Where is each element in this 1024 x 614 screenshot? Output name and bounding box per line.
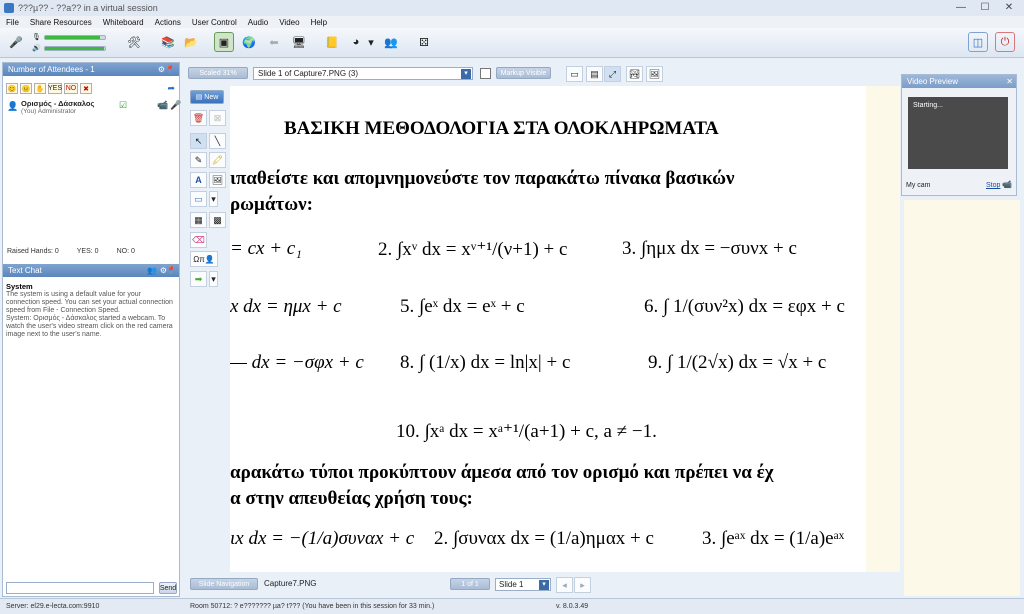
web-browser-icon[interactable]: 🌍 bbox=[242, 36, 256, 49]
video-status: Starting... bbox=[913, 102, 943, 109]
fit-width-icon[interactable]: ▤ bbox=[586, 66, 603, 82]
formula-2: 2. ∫xᵛ dx = xᵛ⁺¹/(ν+1) + c bbox=[378, 239, 568, 260]
window-title: ???µ?? - ??a?? in a virtual session bbox=[18, 3, 158, 13]
slide-select[interactable] bbox=[253, 67, 473, 80]
formula-3: 3. ∫ημx dx = −συνx + c bbox=[622, 238, 797, 259]
new-page-icon: ▤ bbox=[195, 94, 205, 101]
camera-icon[interactable]: 📹 bbox=[157, 100, 169, 110]
formula-4: x dx = ημx + c bbox=[230, 296, 342, 317]
shape-dropdown-icon[interactable]: ▾ bbox=[209, 191, 218, 207]
user-icon: 👤 bbox=[7, 101, 19, 111]
document-title: ΒΑΣΙΚΗ ΜΕΘΟΔΟΛΟΓΙΑ ΣΤΑ ΟΛΟΚΛΗΡΩΜΑΤΑ bbox=[284, 118, 719, 139]
intro-line-2: ρωμάτων: bbox=[230, 194, 313, 215]
main-toolbar bbox=[0, 28, 1024, 58]
image-tool-icon[interactable]: 🖼 bbox=[209, 172, 226, 188]
chat-users-icon[interactable]: 👥 bbox=[147, 266, 157, 275]
library-icon[interactable]: 📚 bbox=[161, 36, 175, 49]
speaker-volume-slider[interactable] bbox=[44, 46, 106, 51]
export-image-icon[interactable]: 🖼 bbox=[646, 66, 663, 82]
slide-navigation bbox=[188, 575, 868, 593]
clear-button[interactable]: ✖ bbox=[80, 83, 92, 94]
back-arrow-icon[interactable]: ⬅ bbox=[269, 36, 279, 49]
feedback-stats bbox=[7, 248, 135, 255]
chat-title: Text Chat bbox=[8, 266, 42, 275]
whiteboard-icon[interactable]: ▣ bbox=[214, 32, 234, 52]
version-info: v. 8.0.3.49 bbox=[556, 603, 589, 610]
poll-chart-icon[interactable]: ◕ bbox=[352, 36, 360, 48]
menu-file[interactable]: File bbox=[6, 17, 19, 27]
highlighter-tool-icon[interactable]: 🖍 bbox=[209, 152, 226, 168]
menu-user-control[interactable]: User Control bbox=[191, 17, 237, 27]
table-tool-icon[interactable]: ▩ bbox=[209, 212, 226, 228]
menu-bar bbox=[0, 16, 1024, 28]
delete-page-icon[interactable]: 🗑 bbox=[190, 110, 207, 126]
attendee-name: Ορισμός - Δάσκαλος bbox=[21, 99, 95, 108]
menu-help[interactable]: Help bbox=[310, 17, 328, 27]
slide-select-value: Slide 1 of Capture7.PNG (3) bbox=[258, 69, 359, 78]
server-info: Server: el29.e-lecta.com:9910 bbox=[6, 603, 100, 610]
settings-tools-icon[interactable]: 🛠 bbox=[127, 36, 141, 49]
new-label: New bbox=[204, 93, 219, 101]
second-line-2: α στην απευθείας χρήση τους: bbox=[230, 488, 473, 509]
speaker-volume-fill bbox=[45, 47, 104, 50]
formula-b2: 2. ∫συναx dx = (1/a)ημαx + c bbox=[434, 528, 654, 549]
line-tool-icon[interactable]: ╲ bbox=[209, 133, 226, 149]
neutral-button[interactable]: 😐 bbox=[20, 83, 32, 94]
minimize-button[interactable]: — bbox=[956, 1, 966, 13]
raise-hand-button[interactable]: ✋ bbox=[34, 83, 46, 94]
video-preview-panel bbox=[901, 74, 1017, 196]
attendees-count: Number of Attendees - 1 bbox=[8, 65, 95, 74]
slide-dropdown-icon: ▾ bbox=[539, 580, 549, 590]
scaled-indicator[interactable]: Scaled 31% bbox=[188, 67, 248, 79]
intro-line-1: ιπαθείστε και απομνημονεύστε τον παρακάτω πίνακα βασικών bbox=[230, 168, 735, 189]
chat-log bbox=[6, 283, 176, 339]
title-bar bbox=[0, 0, 1024, 16]
dropdown-arrow-icon: ▾ bbox=[461, 69, 471, 79]
maximize-button[interactable]: ☐ bbox=[980, 1, 990, 13]
formula-b3: 3. ∫eᵃˣ dx = (1/a)eᵃˣ bbox=[702, 528, 845, 549]
stop-video-link[interactable]: Stop bbox=[986, 182, 1001, 189]
fullscreen-icon[interactable]: ⤢ bbox=[604, 66, 621, 82]
mic-volume-slider[interactable] bbox=[44, 35, 106, 40]
image-icon[interactable]: 🏞 bbox=[626, 66, 643, 82]
video-screen bbox=[908, 97, 1008, 169]
mic-small-icon: 🎙 bbox=[32, 34, 41, 41]
symbols-tool[interactable] bbox=[190, 251, 218, 267]
status-bar bbox=[0, 598, 1024, 614]
video-preview-header bbox=[902, 75, 1016, 88]
notes-icon[interactable]: 📒 bbox=[325, 36, 339, 49]
check-icon[interactable]: ☑ bbox=[119, 100, 128, 110]
folder-icon[interactable]: 📂 bbox=[184, 36, 198, 49]
chat-header bbox=[3, 264, 179, 277]
second-line-1: αρακάτω τύποι προκύπτουν άμεσα από τον ορισμό και πρέπει να έχ bbox=[230, 462, 774, 483]
formula-8: 8. ∫ (1/x) dx = ln|x| + c bbox=[400, 352, 571, 373]
screen-share-icon[interactable]: 🖥 bbox=[292, 36, 306, 49]
next-arrow-icon[interactable]: ➡ bbox=[190, 271, 207, 287]
yes-count: YES: 0 bbox=[76, 248, 99, 255]
raised-hands-count: Raised Hands: 0 bbox=[7, 248, 59, 255]
room-info: Room 50712: ? e??????? µa? t??? (You have been in this session for 33 min.) bbox=[190, 603, 435, 610]
menu-whiteboard[interactable]: Whiteboard bbox=[102, 17, 144, 27]
text-tool-icon[interactable]: A bbox=[190, 172, 207, 188]
chat-message: The system is using a default value for your connection speed. You can set your actual connection speed from File - Connection Speed. bbox=[6, 291, 173, 314]
formula-9: 9. ∫ 1/(2√x) dx = √x + c bbox=[648, 352, 827, 373]
chat-pin-icon[interactable]: 📍 bbox=[166, 266, 176, 275]
stop-camera-icon[interactable]: 📹 bbox=[1002, 180, 1012, 189]
formula-6: 6. ∫ 1/(συν²x) dx = εφx + c bbox=[644, 296, 845, 317]
share-arrow-icon[interactable]: ➦ bbox=[167, 83, 175, 93]
layout-icon[interactable]: ◫ bbox=[968, 32, 988, 52]
document-margin bbox=[866, 86, 900, 572]
formula-b1: ιx dx = −(1/a)συναx + c bbox=[230, 528, 415, 549]
formula-7: — dx = −σφx + c bbox=[230, 352, 364, 373]
menu-audio[interactable]: Audio bbox=[247, 17, 269, 27]
pin-icon[interactable]: 📍 bbox=[165, 65, 175, 74]
users-icon[interactable]: 👥 bbox=[384, 36, 398, 49]
eraser-tool-icon[interactable]: ⌫ bbox=[190, 232, 207, 248]
pointer-tool-icon[interactable]: ↖ bbox=[190, 133, 207, 149]
right-panel-area bbox=[904, 200, 1020, 596]
next-slide-icon[interactable]: ▸ bbox=[574, 577, 591, 593]
menu-actions[interactable]: Actions bbox=[154, 17, 181, 27]
attendee-role: (You) Administrator bbox=[21, 108, 77, 115]
close-button[interactable]: ✕ bbox=[1004, 1, 1014, 13]
prev-slide-icon[interactable]: ◂ bbox=[556, 577, 573, 593]
poll-dropdown-icon[interactable]: ▾ bbox=[368, 36, 374, 49]
formula-5: 5. ∫eˣ dx = eˣ + c bbox=[400, 296, 525, 317]
yes-button[interactable]: YES bbox=[48, 85, 63, 92]
delete-page-alt-icon[interactable]: ⊠ bbox=[209, 110, 226, 126]
no-button[interactable]: NO bbox=[65, 85, 77, 92]
mic-user-icon[interactable]: 🎤 bbox=[170, 100, 182, 110]
attendee-row[interactable] bbox=[7, 99, 182, 119]
mic-volume-fill bbox=[45, 36, 100, 39]
whiteboard-document[interactable] bbox=[230, 86, 866, 572]
gear-icon[interactable]: ⚙ bbox=[157, 65, 165, 74]
smile-button[interactable]: 😊 bbox=[6, 83, 18, 94]
send-button[interactable]: Send bbox=[159, 582, 177, 594]
slide-navigation-button[interactable]: Slide Navigation bbox=[190, 578, 258, 590]
app-icon bbox=[4, 3, 14, 13]
symbols-label: Ωπ bbox=[193, 254, 205, 264]
symbols-user-icon: 👤 bbox=[204, 254, 215, 264]
arrow-dropdown-icon[interactable]: ▾ bbox=[209, 271, 218, 287]
video-close-icon[interactable]: ✕ bbox=[1006, 77, 1013, 86]
attendees-header bbox=[3, 63, 179, 76]
formula-10: 10. ∫xᵃ dx = xᵃ⁺¹/(a+1) + c, a ≠ −1. bbox=[396, 421, 657, 442]
formula-1: = cx + c₁ bbox=[230, 238, 302, 259]
menu-share-resources[interactable]: Share Resources bbox=[29, 17, 92, 27]
slide-number-value: Slide 1 bbox=[499, 580, 524, 589]
left-panel bbox=[2, 62, 180, 597]
no-count: NO: 0 bbox=[116, 248, 135, 255]
chat-settings-icon[interactable]: ⚙ bbox=[159, 266, 167, 275]
breakout-rooms-icon[interactable]: ⚄ bbox=[419, 36, 429, 49]
slide-number-select[interactable] bbox=[495, 578, 551, 591]
power-icon[interactable]: ⏻ bbox=[995, 32, 1015, 52]
drawing-tools bbox=[188, 88, 228, 298]
speaker-icon: 🔊 bbox=[32, 45, 41, 52]
microphone-icon[interactable]: 🎤 bbox=[9, 36, 23, 49]
grid-tool-icon[interactable]: ▦ bbox=[190, 212, 207, 228]
markup-visible-button[interactable]: Markup Visible bbox=[496, 67, 551, 79]
markup-checkbox[interactable] bbox=[480, 68, 491, 79]
chat-message: System: Ορισμός - Δάσκαλος started a webcam. To watch the user's video stream click on the red camera image next to the user's name. bbox=[6, 315, 173, 338]
chat-sender: System bbox=[6, 282, 33, 291]
quick-feedback-bar bbox=[6, 83, 92, 94]
new-button[interactable] bbox=[190, 90, 224, 104]
my-cam-label: My cam bbox=[906, 182, 931, 189]
slide-count: 1 of 1 bbox=[450, 578, 490, 590]
video-preview-title: Video Preview bbox=[907, 77, 958, 86]
chat-input[interactable] bbox=[6, 582, 154, 594]
fit-page-icon[interactable]: ▭ bbox=[566, 66, 583, 82]
whiteboard-toolbar bbox=[188, 64, 868, 84]
slide-file-name: Capture7.PNG bbox=[264, 579, 317, 588]
pencil-tool-icon[interactable]: ✎ bbox=[190, 152, 207, 168]
menu-video[interactable]: Video bbox=[279, 17, 300, 27]
rectangle-tool-icon[interactable]: ▭ bbox=[190, 191, 207, 207]
